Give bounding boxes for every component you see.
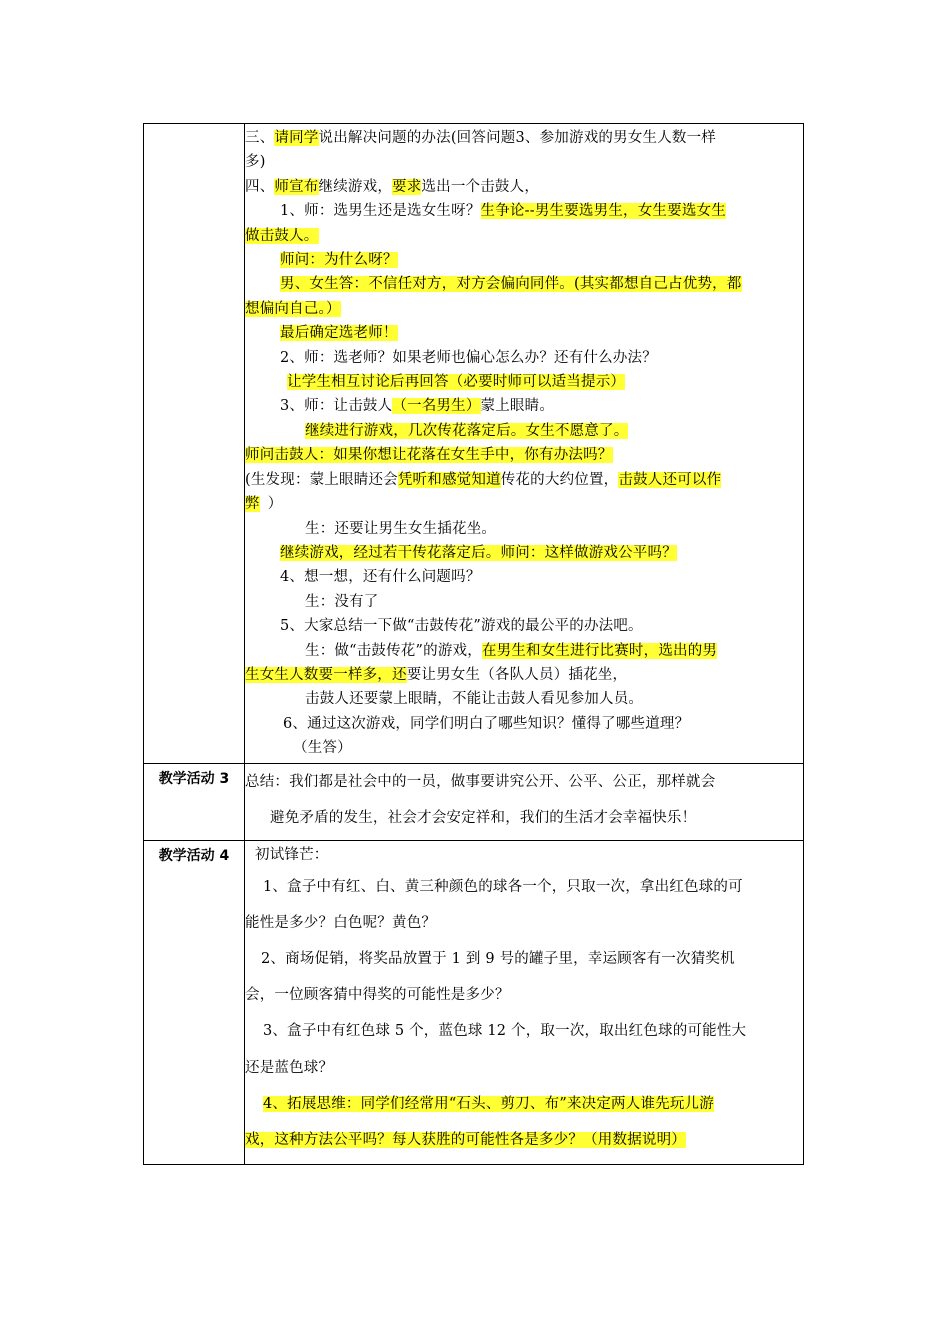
text-line: 四、师宣布继续游戏，要求选出一个击鼓人， <box>245 178 540 195</box>
text-line: 生：没有了 <box>305 593 379 610</box>
table-row <box>144 763 804 840</box>
text-line: 三、请同学说出解决问题的办法(回答问题3、参加游戏的男女生人数一样 <box>245 130 716 146</box>
lesson-plan-table <box>143 123 804 1165</box>
text-line: 多) <box>245 154 266 171</box>
text-line: 能性是多少？白色呢？黄色？ <box>245 914 437 931</box>
text-line: 5、大家总结一下做“击鼓传花”游戏的最公平的办法吧。 <box>280 618 643 635</box>
text-line: 做击鼓人。 <box>245 227 319 244</box>
empty-label-cell <box>144 124 245 764</box>
text-line: 师问：为什么呀？ <box>280 252 398 269</box>
text-line: 生：做“击鼓传花”的游戏，在男生和女生进行比赛时，选出的男 <box>305 642 718 659</box>
main-content-cell <box>245 124 804 764</box>
text-line: 1、盒子中有红、白、黄三种颜色的球各一个，只取一次，拿出红色球的可 <box>263 878 743 895</box>
text-line: 击鼓人还要蒙上眼睛，不能让击鼓人看见参加人员。 <box>305 691 644 708</box>
activity4-content <box>245 840 804 1165</box>
text-line: 2、商场促销，将奖品放置于 1 到 9 号的罐子里，幸运顾客有一次猜奖机 <box>261 950 735 967</box>
text-line: 4、拓展思维：同学们经常用“石头、剪刀、布”来决定两人谁先玩儿游 <box>263 1095 714 1112</box>
text-line: 会，一位顾客猜中得奖的可能性是多少？ <box>245 987 510 1004</box>
text-line: 继续进行游戏，几次传花落定后。女生不愿意了。 <box>305 422 629 439</box>
activity-label: 教学活动 3 <box>144 763 245 840</box>
text-line: 4、想一想，还有什么问题吗？ <box>280 569 481 586</box>
text-line: 生女生人数要一样多，还要让男女生（各队人员）插花坐， <box>245 666 628 683</box>
text-line: 戏，这种方法公平吗？每人获胜的可能性各是多少？（用数据说明） <box>245 1131 686 1148</box>
text-line: 避免矛盾的发生，社会才会安定祥和，我们的生活才会幸福快乐！ <box>270 809 697 826</box>
text-line: （生答） <box>293 740 352 757</box>
activity-label: 教学活动 4 <box>144 840 245 1165</box>
text-line: 2、师：选老师？如果老师也偏心怎么办？还有什么办法？ <box>280 349 657 366</box>
text-line: 3、盒子中有红色球 5 个，蓝色球 12 个，取一次，取出红色球的可能性大 <box>263 1023 747 1040</box>
text-line: 想偏向自己。） <box>245 300 341 317</box>
text-line: 让学生相互讨论后再回答（必要时师可以适当提示） <box>287 374 626 391</box>
text-line: 初试锋芒： <box>255 846 329 863</box>
activity3-content <box>245 763 804 840</box>
table-row <box>144 840 804 1165</box>
text-line: 弊 ） <box>245 496 283 513</box>
text-line: 3、师：让击鼓人（一名男生）蒙上眼睛。 <box>280 398 555 415</box>
text-line: 继续游戏，经过若干传花落定后。师问：这样做游戏公平吗？ <box>280 544 677 561</box>
text-line: 总结：我们都是社会中的一员，做事要讲究公开、公平、公正，那样就会 <box>245 773 716 790</box>
table-row <box>144 124 804 764</box>
text-line: 男、女生答：不信任对方，对方会偏向同伴。(其实都想自己占优势，都 <box>280 276 742 293</box>
text-line: 最后确定选老师！ <box>280 325 398 342</box>
text-line: 6、通过这次游戏，同学们明白了哪些知识？懂得了哪些道理？ <box>283 715 690 732</box>
text-line: 1、师：选男生还是选女生呀？生争论--男生要选男生，女生要选女生 <box>280 203 726 220</box>
text-line: 师问击鼓人：如果你想让花落在女生手中，你有办法吗？ <box>245 447 613 464</box>
text-line: (生发现：蒙上眼睛还会凭听和感觉知道传花的大约位置，击鼓人还可以作 <box>245 471 722 488</box>
text-line: 生：还要让男生女生插花坐。 <box>305 520 497 537</box>
text-line: 还是蓝色球？ <box>245 1059 334 1076</box>
